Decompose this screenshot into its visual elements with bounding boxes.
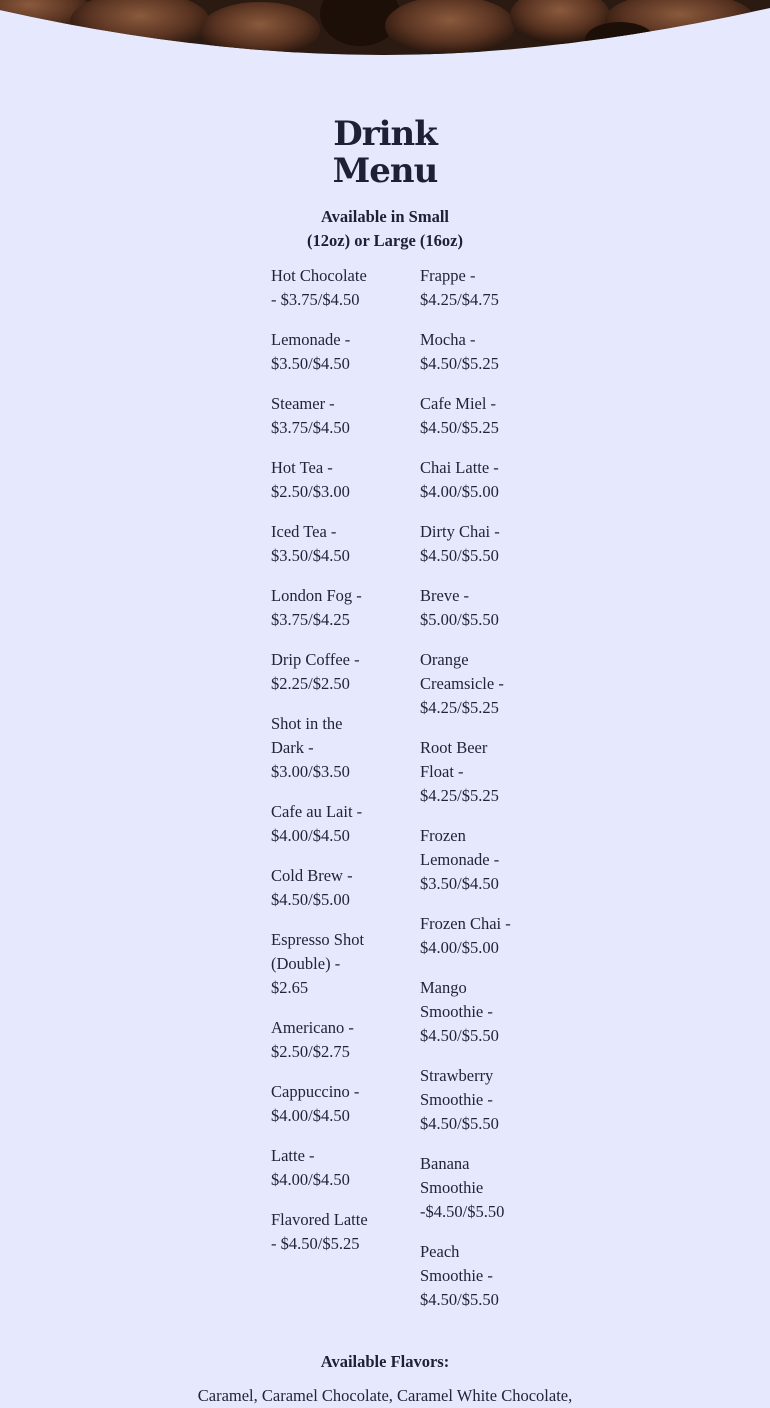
menu-item-text: Smoothie -	[420, 1266, 493, 1285]
menu-item-mango-smoothie	[420, 976, 525, 1048]
menu-item-text: Smoothie -	[420, 1002, 493, 1021]
menu-item-chai-latte	[420, 456, 525, 504]
menu-item-dirty-chai	[420, 520, 525, 568]
menu-item-text: $3.00/$3.50	[271, 762, 350, 781]
menu-item-cappuccino	[271, 1080, 389, 1128]
menu-item-mocha	[420, 328, 525, 376]
menu-item-text: $4.50/$5.50	[420, 1026, 499, 1045]
menu-item-text: $4.25/$5.25	[420, 698, 499, 717]
menu-item-text: $4.00/$4.50	[271, 1106, 350, 1125]
menu-item-text: Peach	[420, 1242, 460, 1261]
menu-item-drip-coffee	[271, 648, 389, 696]
menu-item-text: Flavored Latte	[271, 1210, 368, 1229]
menu-item-text: - $3.75/$4.50	[271, 290, 360, 309]
page-title	[0, 116, 770, 190]
menu-item-london-fog	[271, 584, 389, 632]
title-line: Menu	[332, 151, 438, 191]
menu-item-text: Drip Coffee -	[271, 650, 360, 669]
menu-item-breve	[420, 584, 525, 632]
menu-item-text: Frozen	[420, 826, 466, 845]
menu-item-text: Banana	[420, 1154, 470, 1173]
hero-coffee-beans-image	[0, 0, 770, 60]
menu-item-text: $4.50/$5.50	[420, 546, 499, 565]
menu-item-text: $4.50/$5.25	[420, 418, 499, 437]
menu-item-text: $4.00/$5.00	[420, 938, 499, 957]
menu-item-latte	[271, 1144, 389, 1192]
menu-item-text: Breve -	[420, 586, 470, 605]
menu-item-text: $3.75/$4.50	[271, 418, 350, 437]
menu-item-text: Frappe -	[420, 266, 476, 285]
menu-item-iced-tea	[271, 520, 389, 568]
menu-item-text: $4.25/$4.75	[420, 290, 499, 309]
menu-item-text: Espresso Shot	[271, 930, 365, 949]
menu-item-text: Frozen Chai -	[420, 914, 511, 933]
menu-item-text: (Double) -	[271, 954, 341, 973]
menu-item-text: Smoothie -	[420, 1090, 493, 1109]
menu-item-text: - $4.50/$5.25	[271, 1234, 360, 1253]
menu-item-cafe-au-lait	[271, 800, 389, 848]
menu-item-text: Americano -	[271, 1018, 354, 1037]
menu-item-text: Lemonade -	[271, 330, 351, 349]
menu-column-right	[420, 264, 525, 1328]
menu-item-text: Chai Latte -	[420, 458, 499, 477]
menu-item-americano	[271, 1016, 389, 1064]
menu-item-text: Cafe Miel -	[420, 394, 497, 413]
menu-item-text: $4.00/$4.50	[271, 1170, 350, 1189]
menu-item-text: Creamsicle -	[420, 674, 504, 693]
menu-item-text: Dark -	[271, 738, 314, 757]
menu-item-text: $5.00/$5.50	[420, 610, 499, 629]
menu-item-text: Hot Tea -	[271, 458, 333, 477]
menu-item-text: Strawberry	[420, 1066, 494, 1085]
size-availability-note	[0, 205, 770, 253]
menu-item-text: London Fog -	[271, 586, 362, 605]
available-flavors-heading: Available Flavors:	[320, 1352, 450, 1371]
menu-item-text: Iced Tea -	[271, 522, 337, 541]
menu-item-banana-smoothie	[420, 1152, 525, 1224]
menu-item-text: Dirty Chai -	[420, 522, 500, 541]
menu-item-lemonade	[271, 328, 389, 376]
subtitle-line: (12oz) or Large (16oz)	[307, 231, 463, 250]
menu-item-text: $4.50/$5.00	[271, 890, 350, 909]
menu-item-text: Cold Brew -	[271, 866, 353, 885]
menu-item-text: Float -	[420, 762, 464, 781]
menu-item-cafe-miel	[420, 392, 525, 440]
menu-item-text: $3.50/$4.50	[420, 874, 499, 893]
menu-item-frozen-chai	[420, 912, 525, 960]
menu-item-text: $2.50/$3.00	[271, 482, 350, 501]
menu-item-hot-tea	[271, 456, 389, 504]
menu-item-text: $2.50/$2.75	[271, 1042, 350, 1061]
menu-item-text: -$4.50/$5.50	[420, 1202, 505, 1221]
menu-item-text: $4.00/$5.00	[420, 482, 499, 501]
menu-item-steamer	[271, 392, 389, 440]
menu-item-text: Cappuccino -	[271, 1082, 360, 1101]
menu-item-frappe	[420, 264, 525, 312]
menu-item-hot-chocolate	[271, 264, 389, 312]
menu-item-espresso-shot	[271, 928, 389, 1000]
menu-item-text: $4.50/$5.50	[420, 1114, 499, 1133]
menu-item-text: $3.75/$4.25	[271, 610, 350, 629]
menu-item-text: Cafe au Lait -	[271, 802, 363, 821]
menu-item-text: Mocha -	[420, 330, 476, 349]
menu-item-shot-in-the-dark	[271, 712, 389, 784]
menu-item-text: Shot in the	[271, 714, 343, 733]
title-line: Drink	[333, 114, 437, 154]
menu-item-flavored-latte	[271, 1208, 389, 1256]
menu-item-text: Lemonade -	[420, 850, 500, 869]
menu-column-left	[271, 264, 389, 1272]
menu-item-text: Smoothie	[420, 1178, 484, 1197]
menu-item-orange-creamsicle	[420, 648, 525, 720]
menu-item-root-beer-float	[420, 736, 525, 808]
menu-item-text: Orange	[420, 650, 469, 669]
menu-item-cold-brew	[271, 864, 389, 912]
menu-item-frozen-lemonade	[420, 824, 525, 896]
menu-item-text: $4.50/$5.25	[420, 354, 499, 373]
menu-item-text: $4.50/$5.50	[420, 1290, 499, 1309]
menu-item-text: $3.50/$4.50	[271, 546, 350, 565]
menu-item-text: $2.25/$2.50	[271, 674, 350, 693]
menu-item-text: $4.00/$4.50	[271, 826, 350, 845]
menu-item-text: Steamer -	[271, 394, 335, 413]
menu-item-text: Latte -	[271, 1146, 315, 1165]
menu-item-text: Mango	[420, 978, 467, 997]
menu-item-peach-smoothie	[420, 1240, 525, 1312]
menu-item-text: $4.25/$5.25	[420, 786, 499, 805]
available-flavors-list: Caramel, Caramel Chocolate, Caramel White Chocolate,	[197, 1386, 573, 1405]
menu-item-strawberry-smoothie	[420, 1064, 525, 1136]
menu-item-text: $2.65	[271, 978, 309, 997]
subtitle-line: Available in Small	[320, 207, 450, 226]
menu-item-text: $3.50/$4.50	[271, 354, 350, 373]
menu-item-text: Root Beer	[420, 738, 488, 757]
menu-item-text: Hot Chocolate	[271, 266, 367, 285]
